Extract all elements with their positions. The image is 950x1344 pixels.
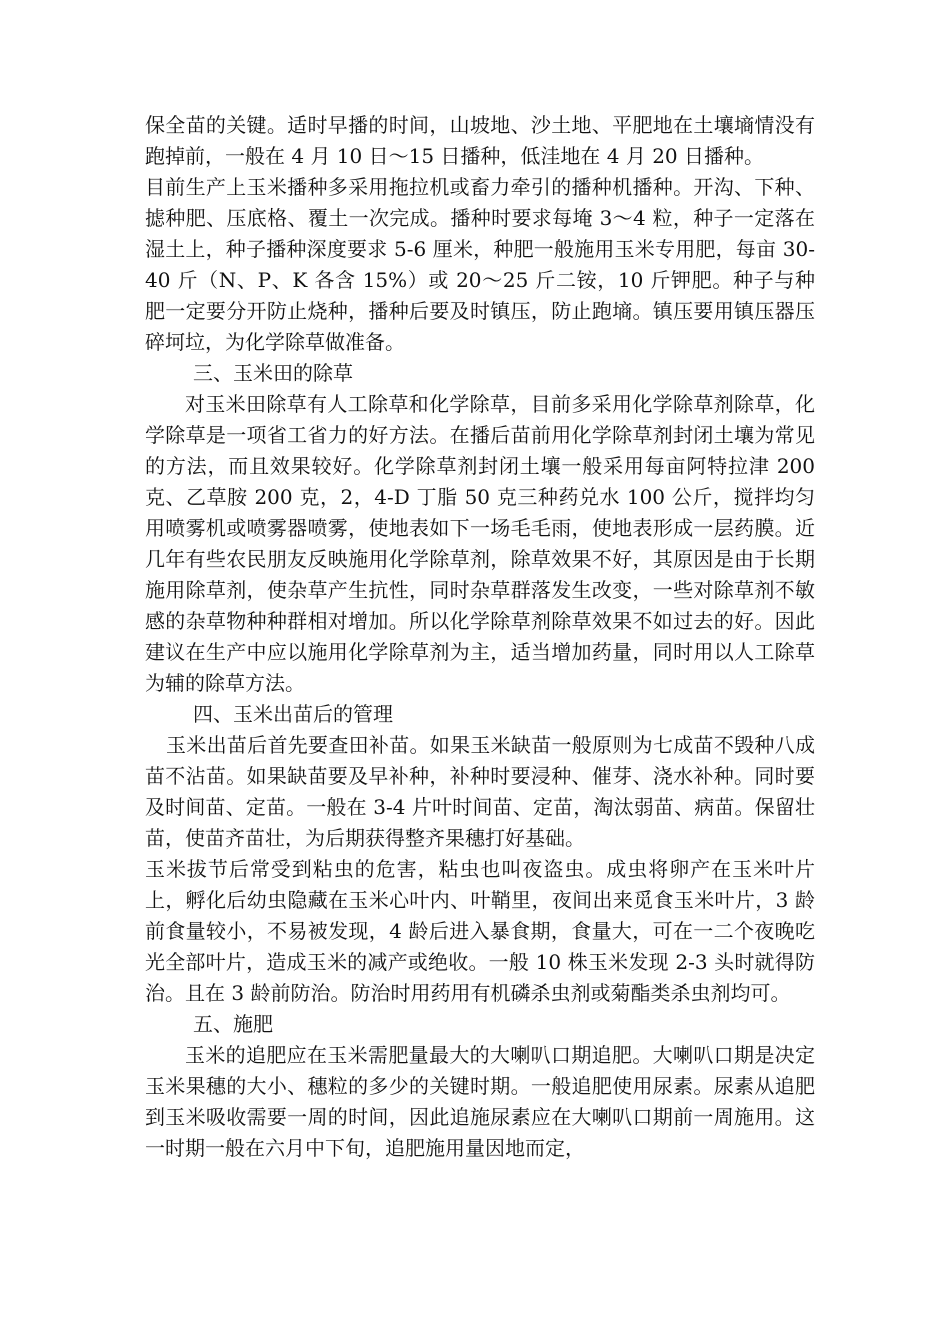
paragraph-armyworm-control: 玉米拔节后常受到粘虫的危害，粘虫也叫夜盗虫。成虫将卵产在玉米叶片上，孵化后幼虫隐藏在玉米心叶内、叶鞘里，夜间出来觅食玉米叶片，3 龄前食量较小，不易被发现，4 龄后进入暴食期，食量大，可在一二个夜晚吃光全部叶片，造成玉米的减产或绝收。一般 10 株玉米发现 2-3 头时就得防治。且在 3 龄前防治。防治时用药用有机磷杀虫剂或菊酯类杀虫剂均可。 xyxy=(145,857,815,1005)
section-heading-fertilization: 五、施肥 xyxy=(193,1012,273,1036)
paragraph-sowing-time: 保全苗的关键。适时早播的时间，山坡地、沙土地、平肥地在土壤墒情没有跑掉前，一般在 4 月 10 日～15 日播种，低洼地在 4 月 20 日播种。 xyxy=(145,113,815,168)
section-heading-seedling-management: 四、玉米出苗后的管理 xyxy=(193,702,393,726)
paragraph-seedling-management: 玉米出苗后首先要查田补苗。如果玉米缺苗一般原则为七成苗不毁种八成苗不沾苗。如果缺苗要及早补种，补种时要浸种、催芽、浇水补种。同时要及时间苗、定苗。一般在 3-4 片叶时间苗、定苗，淘汰弱苗、病苗。保留壮苗，使苗齐苗壮，为后期获得整齐果穗打好基础。 xyxy=(145,733,815,850)
paragraph-fertilization: 玉米的追肥应在玉米需肥量最大的大喇叭口期追肥。大喇叭口期是决定玉米果穗的大小、穗粒的多少的关键时期。一般追肥使用尿素。尿素从追肥到玉米吸收需要一周的时间，因此追施尿素应在大喇叭口期前一周施用。这一时期一般在六月中下旬，追肥施用量因地而定， xyxy=(145,1043,815,1160)
section-heading-weeding: 三、玉米田的除草 xyxy=(193,361,353,385)
paragraph-sowing-method: 目前生产上玉米播种多采用拖拉机或畜力牵引的播种机播种。开沟、下种、摅种肥、压底格、覆土一次完成。播种时要求每埯 3～4 粒，种子一定落在湿土上，种子播种深度要求 5-6 厘米，种肥一般施用玉米专用肥，每亩 30-40 斤（N、P、K 各含 15%）或 20～25 斤二铵，10 斤钾肥。种子与种肥一定要分开防止烧种，播种后要及时镇压，防止跑墒。镇压要用镇压器压碎坷垃，为化学除草做准备。 xyxy=(145,175,815,354)
document-page xyxy=(145,110,815,1164)
paragraph-weeding: 对玉米田除草有人工除草和化学除草，目前多采用化学除草剂除草，化学除草是一项省工省力的好方法。在播后苗前用化学除草剂封闭土壤为常见的方法，而且效果较好。化学除草剂封闭土壤一般采用每亩阿特拉津 200 克、乙草胺 200 克，2，4-D 丁脂 50 克三种药兑水 100 公斤，搅拌均匀用喷雾机或喷雾器喷雾，使地表如下一场毛毛雨，使地表形成一层药膜。近几年有些农民朋友反映施用化学除草剂，除草效果不好，其原因是由于长期施用除草剂，使杂草产生抗性，同时杂草群落发生改变，一些对除草剂不敏感的杂草物种种群相对增加。所以化学除草剂除草效果不如过去的好。因此建议在生产中应以施用化学除草剂为主，适当增加药量，同时用以人工除草为辅的除草方法。 xyxy=(145,392,815,695)
